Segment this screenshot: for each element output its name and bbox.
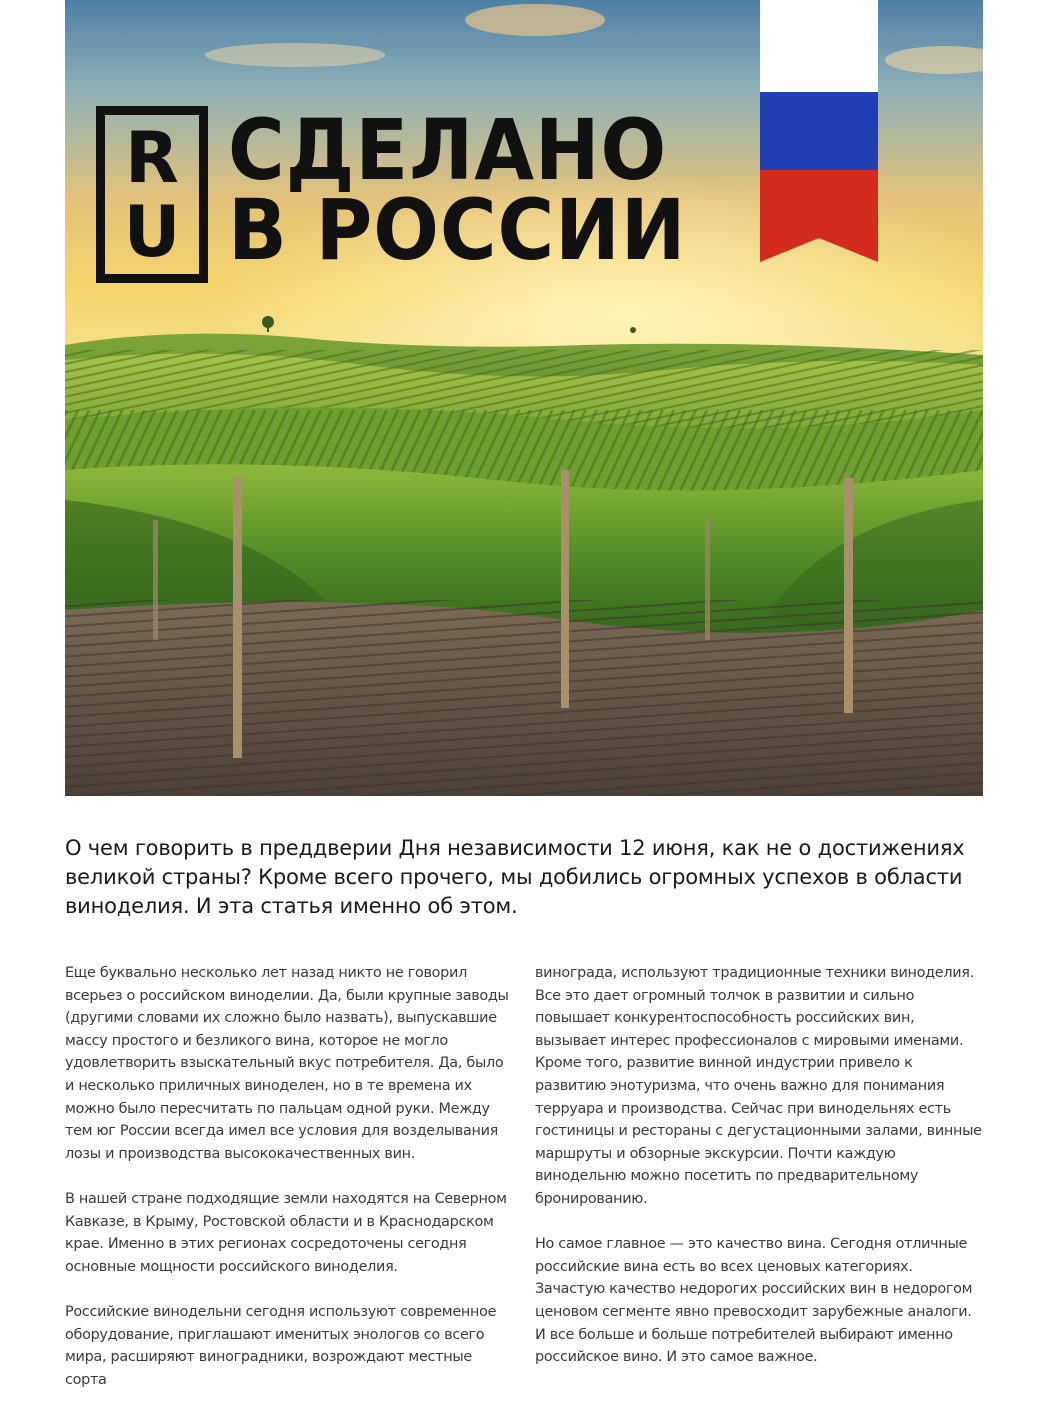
- hero-photo: [65, 0, 983, 796]
- paragraph: Еще буквально несколько лет назад никто не говорил всерьез о российском виноделии. Да, были крупные заводы (другими словами их сложно было назвать), выпускавшие массу простого и безликого вина, которое не могло удовлетворить взыскательный вкус потребителя. Да, было и несколько приличных виноделен, но в те времена их можно было пересчитать по пальцам одной руки. Между тем юг России всегда имел все условия для возделывания лозы и производства высококачественных вин.: [65, 965, 509, 1162]
- russian-flag-ribbon-icon: [760, 0, 878, 262]
- headline-line-2: В РОССИИ: [228, 181, 687, 279]
- logo-letter-r: R: [125, 117, 179, 199]
- headline: [228, 101, 688, 279]
- paragraph: винограда, используют традиционные техники виноделия. Все это дает огромный толчок в развитии и сильно повышает конкурентоспособность российских вин, вызывает интерес профессионалов с мировыми именами. Кроме того, развитие винной индустрии привело к развитию энотуризма, что очень важно для понимания терруара и производства. Сейчас при винодельнях есть гостиницы и рестораны с дегустационными залами, винные маршруты и обзорные экскурсии. Почти каждую винодельню можно посетить по предварительному бронированию.: [535, 965, 982, 1207]
- ru-logo: [96, 106, 208, 283]
- lead-paragraph: О чем говорить в преддверии Дня независимости 12 июня, как не о достижениях великой страны? Кроме всего прочего, мы добились огромных успехов в области виноделия. И эта статья именно об этом.: [65, 836, 965, 918]
- paragraph: Российские винодельни сегодня используют современное оборудование, приглашают именитых энологов со всего мира, расширяют виноградники, возрождают местные сорта: [65, 1303, 497, 1388]
- headline-line-1: СДЕЛАНО: [228, 101, 668, 199]
- paragraph: Но самое главное — это качество вина. Сегодня отличные российские вина есть во всех ценовых категориях. Зачастую качество недорогих российских вин в недорогом ценовом сегменте явно превосходит зарубежные аналоги. И все больше и больше потребителей выбирают именно российское вино. И это самое важное.: [535, 1236, 973, 1366]
- logo-letter-u: U: [123, 191, 181, 273]
- column-right: [535, 962, 983, 1369]
- column-left: [65, 962, 513, 1391]
- paragraph: В нашей стране подходящие земли находятся на Северном Кавказе, в Крыму, Ростовской области и в Краснодарском крае. Именно в этих регионах сосредоточены сегодня основные мощности российского виноделия.: [65, 1190, 507, 1275]
